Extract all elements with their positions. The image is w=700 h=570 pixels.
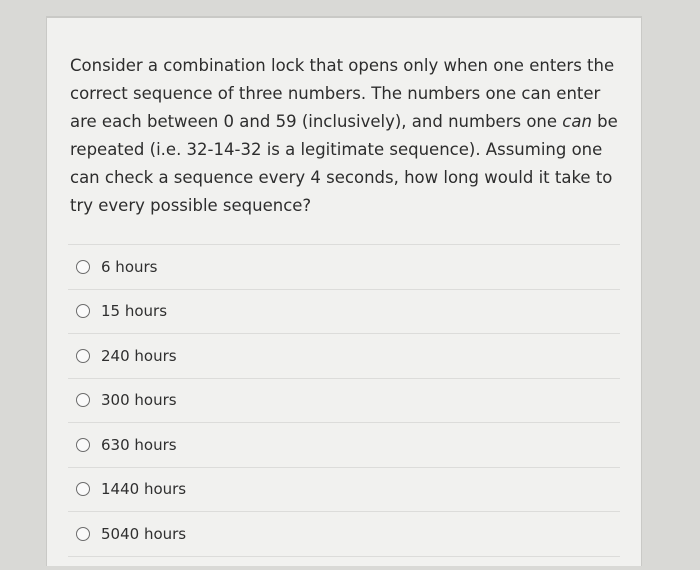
- answer-option-1440-hours[interactable]: [68, 468, 620, 513]
- radio-button[interactable]: [76, 304, 90, 318]
- answer-option-15-hours[interactable]: [68, 290, 620, 335]
- option-label: 300 hours: [101, 391, 177, 410]
- answer-option-6-hours[interactable]: [68, 245, 620, 290]
- answer-option-300-hours[interactable]: [68, 379, 620, 424]
- option-label: 6 hours: [101, 257, 158, 276]
- option-label: 240 hours: [101, 346, 177, 365]
- radio-button[interactable]: [76, 393, 90, 407]
- radio-button[interactable]: [76, 482, 90, 496]
- radio-button[interactable]: [76, 349, 90, 363]
- option-label: 5040 hours: [101, 524, 187, 543]
- radio-button[interactable]: [76, 260, 90, 274]
- radio-button[interactable]: [76, 527, 90, 541]
- answer-option-240-hours[interactable]: [68, 334, 620, 379]
- option-label: 630 hours: [101, 435, 177, 454]
- question-text: [70, 52, 630, 220]
- option-label: 1440 hours: [101, 480, 187, 499]
- question-card: [46, 16, 642, 566]
- option-label: 15 hours: [101, 302, 168, 321]
- question-text-part1: Consider a combination lock that opens only when one enters the correct sequence of three numbers. The numbers one can enter are each between 0 and 59 (inclusively), and numbers one: [70, 56, 615, 131]
- answer-option-630-hours[interactable]: [68, 423, 620, 468]
- question-emphasis: can: [562, 112, 592, 131]
- answer-options: [68, 244, 620, 557]
- answer-option-5040-hours[interactable]: [68, 512, 620, 557]
- question-text-part2: be repeated (i.e. 32-14-32 is a legitimate sequence). Assuming one can check a sequence every 4 seconds, how long would it take to try every possible sequence?: [70, 112, 618, 215]
- radio-button[interactable]: [76, 438, 90, 452]
